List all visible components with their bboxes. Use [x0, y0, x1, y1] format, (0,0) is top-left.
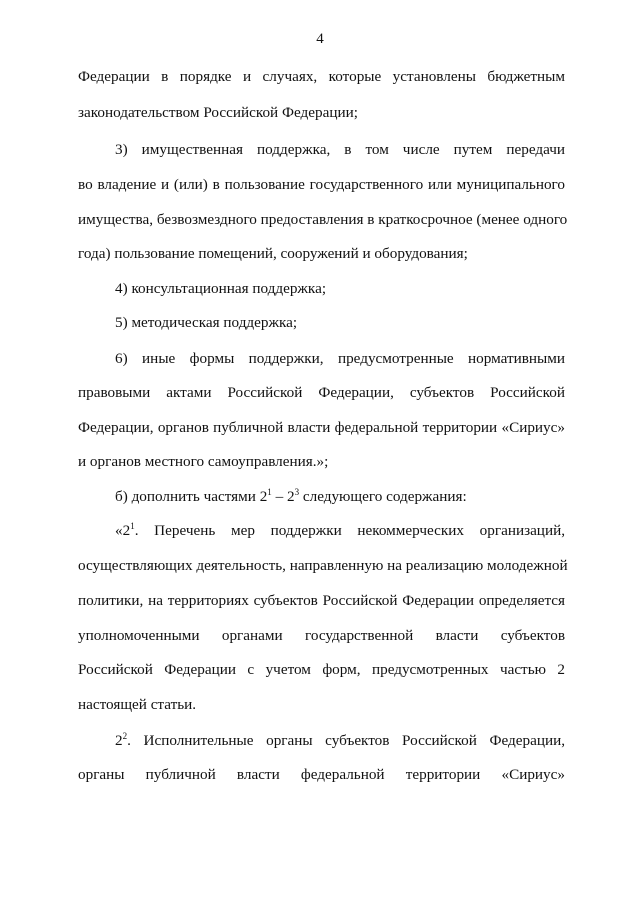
- text-line: Российской Федерации с учетом форм, предусмотренных частью 2: [78, 661, 565, 678]
- list-item-property-support: 3) имущественная поддержка, в том числе путем передачи: [115, 141, 565, 158]
- text-line: политики, на территориях субъектов Российской Федерации определяется: [78, 592, 565, 609]
- text-line: Федерации, органов публичной власти федеральной территории «Сириус»: [78, 419, 565, 436]
- text-line: законодательством Российской Федерации;: [78, 104, 358, 121]
- text-line: и органов местного самоуправления.»;: [78, 453, 329, 470]
- text-line: года) пользование помещений, сооружений и оборудования;: [78, 245, 468, 262]
- text-line: уполномоченными органами государственной власти субъектов: [78, 627, 565, 644]
- text-line: правовыми актами Российской Федерации, субъектов Российской: [78, 384, 565, 401]
- amendment-line: б) дополнить частями $2^1 - 2^3$ следующего содержания:: [115, 487, 467, 505]
- page-number: 4: [316, 31, 324, 47]
- part-2-1-heading: «$2^1$. Перечень мер поддержки некоммерческих организаций,: [115, 521, 565, 539]
- text-line: во владение и (или) в пользование государственного или муниципального: [78, 176, 565, 193]
- text-line: осуществляющих деятельность, направленную на реализацию молодежной: [78, 557, 568, 574]
- part-2-2-heading: $2^2$. Исполнительные органы субъектов Российской Федерации,: [115, 731, 565, 749]
- text-line: имущества, безвозмездного предоставления в краткосрочное (менее одного: [78, 211, 568, 228]
- text-line: настоящей статьи.: [78, 696, 197, 713]
- list-item-other-support: 6) иные формы поддержки, предусмотренные нормативными: [115, 350, 565, 367]
- list-item-methodical-support: 5) методическая поддержка;: [115, 314, 298, 331]
- list-item-consulting-support: 4) консультационная поддержка;: [115, 280, 327, 297]
- text-line: Федерации в порядке и случаях, которые установлены бюджетным: [78, 68, 565, 85]
- text-line: органы публичной власти федеральной территории «Сириус»: [78, 766, 565, 783]
